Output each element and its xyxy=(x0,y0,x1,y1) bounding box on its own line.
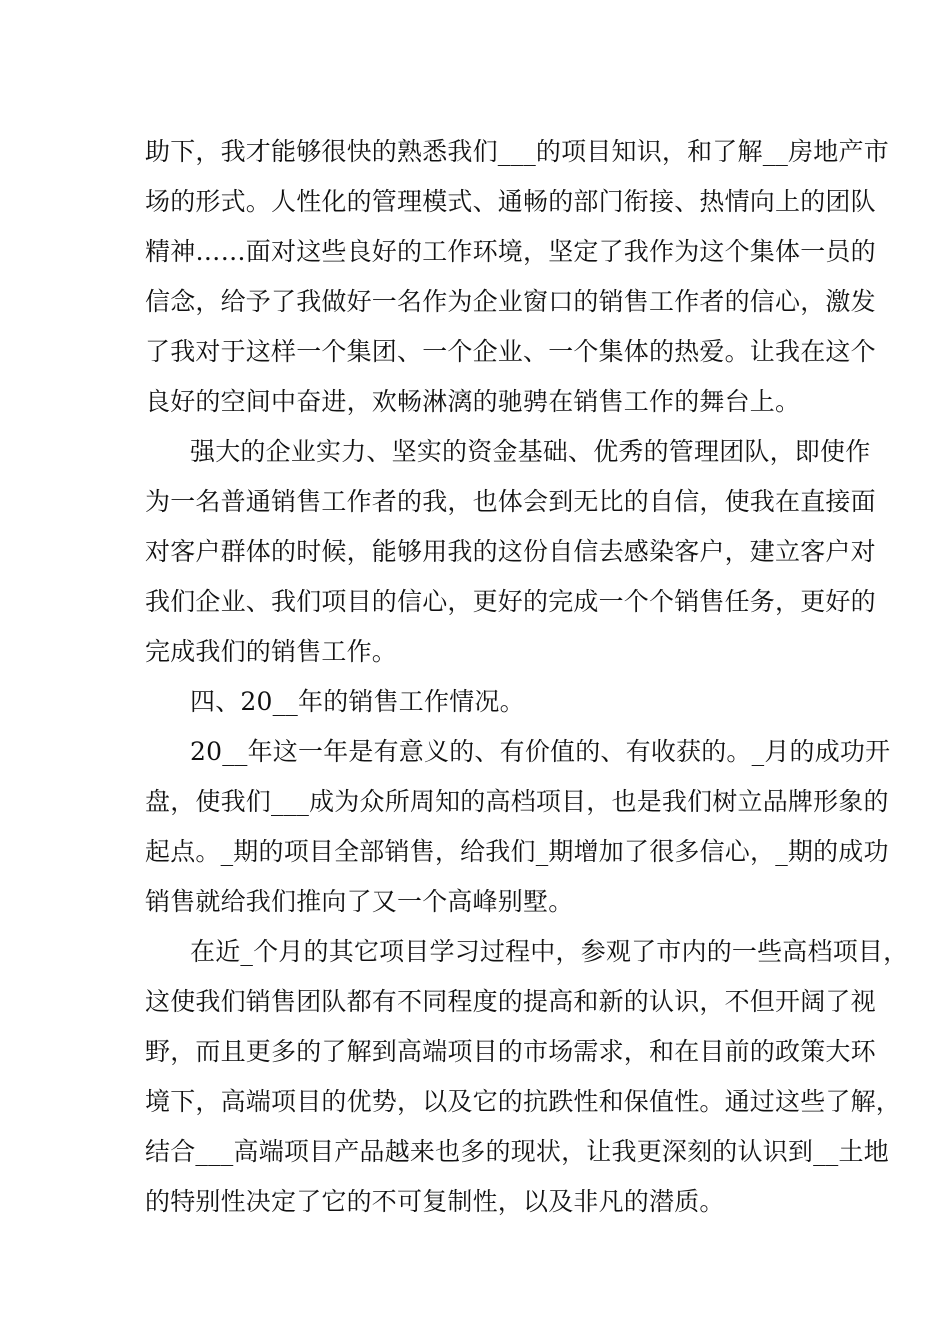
text-line: 助下，我才能够很快的熟悉我们___的项目知识，和了解__房地产市 xyxy=(145,137,889,166)
text-line: 精神……面对这些良好的工作环境，坚定了我作为这个集体一员的 xyxy=(145,237,876,266)
text-line: 境下，高端项目的优势，以及它的抗跌性和保值性。通过这些了解， xyxy=(145,1087,902,1116)
text-line: 起点。_期的项目全部销售，给我们_期增加了很多信心，_期的成功 xyxy=(145,837,889,866)
text-line: 在近_个月的其它项目学习过程中，参观了市内的一些高档项目， xyxy=(190,937,909,966)
text-line: 信念，给予了我做好一名作为企业窗口的销售工作者的信心，激发 xyxy=(145,287,876,316)
text-line: 野，而且更多的了解到高端项目的市场需求，和在目前的政策大环 xyxy=(145,1037,876,1066)
text-line: 对客户群体的时候，能够用我的这份自信去感染客户，建立客户对 xyxy=(145,537,876,566)
text-line: 强大的企业实力、坚实的资金基础、优秀的管理团队，即使作 xyxy=(190,437,871,466)
text-line: 盘，使我们___成为众所周知的高档项目，也是我们树立品牌形象的 xyxy=(145,787,889,816)
text-line: 场的形式。人性化的管理模式、通畅的部门衔接、热情向上的团队 xyxy=(145,187,876,216)
text-line: 了我对于这样一个集团、一个企业、一个集体的热爱。让我在这个 xyxy=(145,337,876,366)
text-line: 完成我们的销售工作。 xyxy=(145,637,398,666)
text-line: 良好的空间中奋进，欢畅淋漓的驰骋在销售工作的舞台上。 xyxy=(145,387,801,416)
text-line: 我们企业、我们项目的信心，更好的完成一个个销售任务，更好的 xyxy=(145,587,876,616)
text-line: 为一名普通销售工作者的我，也体会到无比的自信，使我在直接面 xyxy=(145,487,876,516)
section-heading: 四、20__年的销售工作情况。 xyxy=(190,687,525,716)
text-line: 这使我们销售团队都有不同程度的提高和新的认识，不但开阔了视 xyxy=(145,987,876,1016)
text-line: 20__年这一年是有意义的、有价值的、有收获的。_月的成功开 xyxy=(190,737,891,766)
text-line: 销售就给我们推向了又一个高峰别墅。 xyxy=(145,887,574,916)
text-line: 的特别性决定了它的不可复制性，以及非凡的潜质。 xyxy=(145,1187,725,1216)
text-line: 结合___高端项目产品越来也多的现状，让我更深刻的认识到__土地 xyxy=(145,1137,889,1166)
